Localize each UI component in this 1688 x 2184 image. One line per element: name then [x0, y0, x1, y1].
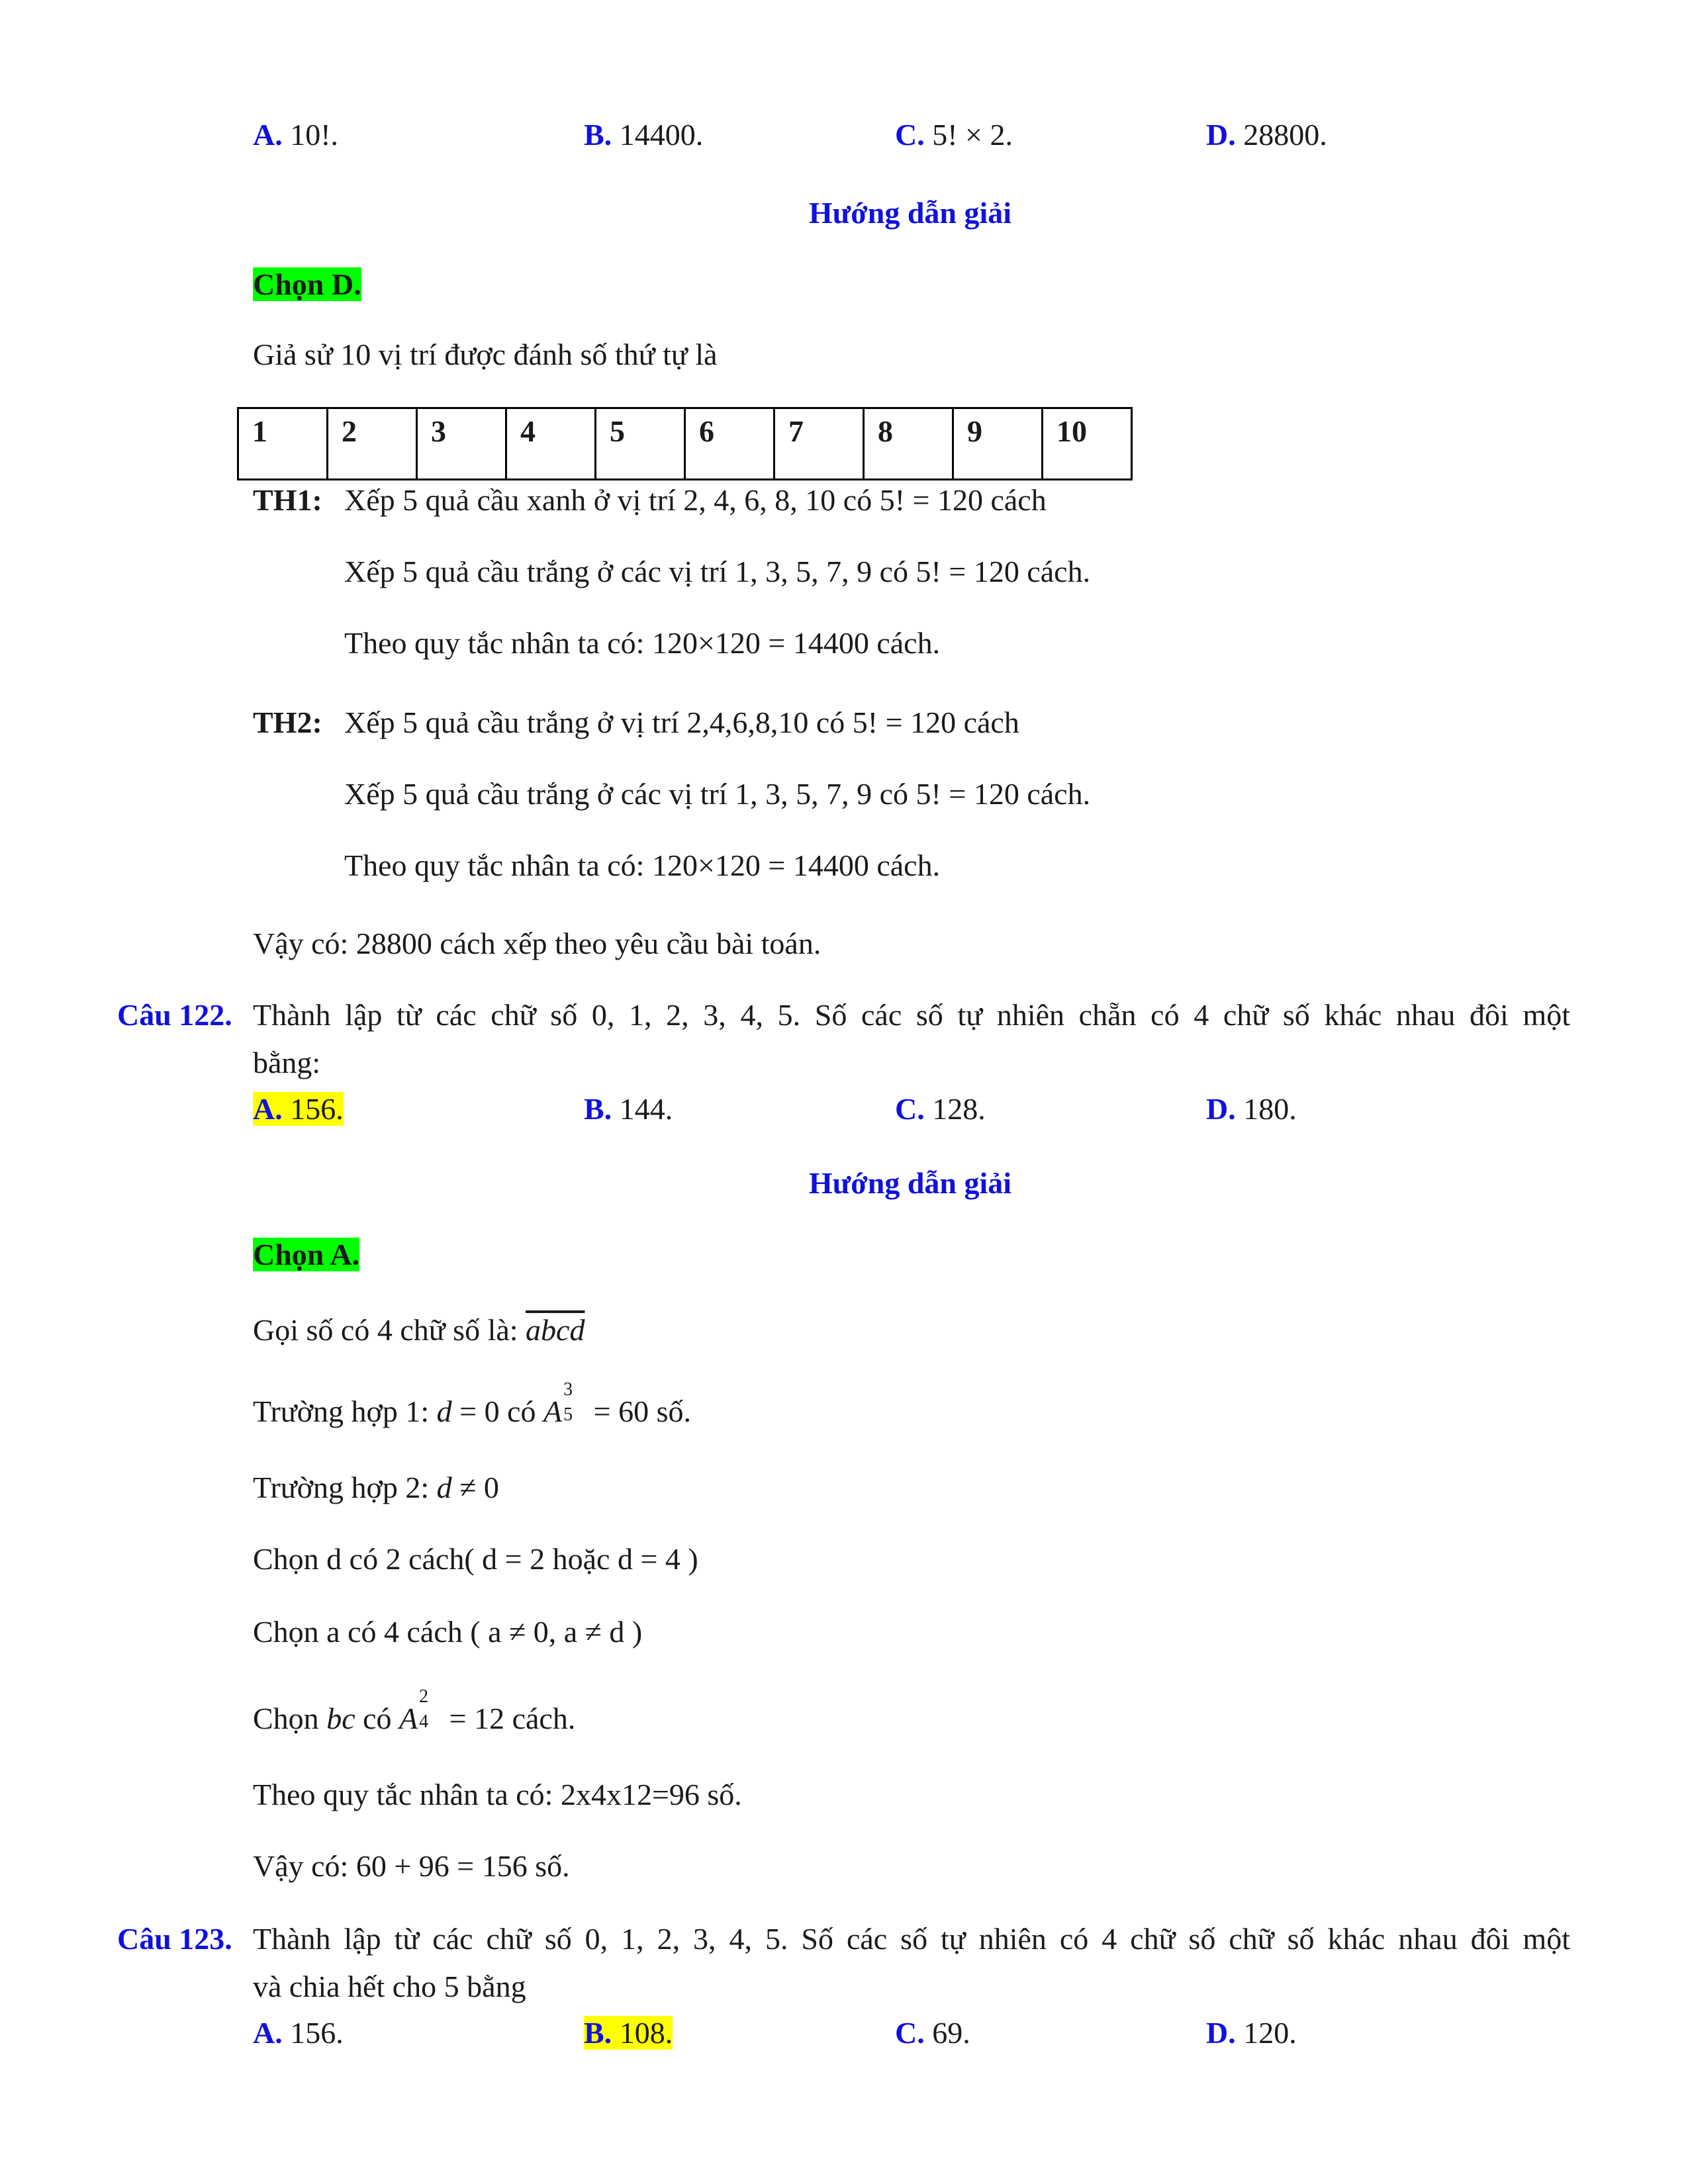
table-cell: 7: [774, 408, 864, 480]
option-letter: C.: [895, 2016, 925, 2050]
answer-highlight: [253, 1092, 344, 1126]
question-text: Thành lập từ các chữ số 0, 1, 2, 3, 4, 5. Số các số tự nhiên chẵn có 4 chữ số khác nhau đôi một: [253, 998, 1570, 1032]
option-letter: B.: [584, 118, 612, 152]
solution-line-5: Chọn a có 4 cách ( a ≠ 0, a ≠ d ): [253, 1615, 643, 1649]
option-letter: A.: [253, 1092, 283, 1126]
solution-heading: Hướng dẫn giải: [808, 1166, 1012, 1200]
table-cell: 8: [864, 408, 953, 480]
table-cell: 1: [238, 408, 328, 480]
question-text-cont: bằng:: [253, 1046, 321, 1079]
option-letter: D.: [1206, 2016, 1236, 2050]
q123-option-c: [895, 2016, 970, 2051]
option-value: 14400.: [619, 118, 704, 152]
case-label-th2: TH2:: [253, 705, 322, 739]
table-cell: 2: [328, 408, 417, 480]
option-letter: C.: [895, 118, 925, 152]
option-value: 120.: [1243, 2016, 1297, 2050]
q123-option-a: [253, 2016, 344, 2051]
number-variable: abcd: [526, 1313, 585, 1347]
option-value: 156.: [290, 1092, 344, 1126]
th1-line3: Theo quy tắc nhân ta có: 120×120 = 14400 cách.: [344, 626, 941, 660]
solution-line-4: Chọn d có 2 cách( d = 2 hoặc d = 4 ): [253, 1542, 698, 1576]
q122-option-d: [1206, 1092, 1297, 1127]
positions-table: [237, 407, 1133, 480]
solution-line-8: Vậy có: 60 + 96 = 156 số.: [253, 1849, 570, 1883]
solution-conclusion: Vậy có: 28800 cách xếp theo yêu cầu bài toán.: [253, 927, 821, 960]
choice-label: Chọn A.: [253, 1238, 360, 1271]
th1-line2: Xếp 5 quả cầu trắng ở các vị trí 1, 3, 5, 7, 9 có 5! = 120 cách.: [344, 555, 1091, 588]
table-cell: 4: [506, 408, 596, 480]
question-number: Câu 123.: [117, 1922, 232, 1956]
arrangement-indices: 3 5: [563, 1379, 573, 1425]
case-label-th1: TH1:: [253, 483, 322, 517]
table-row: [238, 408, 1132, 480]
option-letter: D.: [1206, 118, 1236, 152]
table-cell: 6: [685, 408, 774, 480]
option-letter: A.: [253, 2016, 283, 2050]
q121-option-a: [253, 118, 338, 153]
option-letter: C.: [895, 1092, 925, 1126]
answer-highlight: [584, 2016, 673, 2050]
option-value: 128.: [932, 1092, 986, 1126]
th2-line2: Xếp 5 quả cầu trắng ở các vị trí 1, 3, 5, 7, 9 có 5! = 120 cách.: [344, 777, 1091, 811]
option-letter: A.: [253, 118, 283, 152]
table-cell: 9: [953, 408, 1043, 480]
q121-option-d: [1206, 118, 1327, 153]
option-letter: B.: [584, 2016, 612, 2050]
q122-option-c: [895, 1092, 986, 1127]
option-value: 156.: [290, 2016, 344, 2050]
q123-option-d: [1206, 2016, 1297, 2051]
table-cell: 5: [596, 408, 685, 480]
option-value: 10!.: [290, 118, 339, 152]
choice-label: Chọn D.: [253, 267, 361, 301]
q121-option-b: [584, 118, 703, 153]
solution-line-3: Trường hợp 2: d ≠ 0: [253, 1471, 499, 1504]
option-value: 180.: [1243, 1092, 1297, 1126]
table-cell: 10: [1043, 408, 1132, 480]
solution-line-2: Trường hợp 1: d = 0 có A 3 5 = 60 số.: [253, 1379, 691, 1428]
question-text-cont: và chia hết cho 5 bằng: [253, 1970, 526, 2003]
q122-option-b: [584, 1092, 673, 1127]
question-text: Thành lập từ các chữ số 0, 1, 2, 3, 4, 5. Số các số tự nhiên có 4 chữ số chữ số khác nhau đôi một: [253, 1922, 1570, 1956]
solution-line-1: Gọi số có 4 chữ số là: abcd: [253, 1313, 585, 1347]
option-value: 108.: [619, 2016, 673, 2050]
solution-line-6: Chọn bc có A 2 4 = 12 cách.: [253, 1686, 576, 1735]
arrangement-indices: 2 4: [419, 1686, 429, 1732]
table-cell: 3: [417, 408, 506, 480]
option-value: 144.: [619, 1092, 673, 1126]
q122-option-a: [253, 1092, 344, 1127]
q121-option-c: [895, 118, 1013, 153]
solution-intro: Giả sử 10 vị trí được đánh số thứ tự là: [253, 338, 718, 371]
option-value: 28800.: [1243, 118, 1327, 152]
option-letter: B.: [584, 1092, 612, 1126]
th2-line3: Theo quy tắc nhân ta có: 120×120 = 14400 cách.: [344, 848, 941, 882]
option-value: 5! × 2.: [932, 118, 1013, 152]
solution-heading: Hướng dẫn giải: [808, 196, 1012, 230]
th1-line1: Xếp 5 quả cầu xanh ở vị trí 2, 4, 6, 8, 10 có 5! = 120 cách: [344, 483, 1047, 517]
option-value: 69.: [932, 2016, 970, 2050]
option-letter: D.: [1206, 1092, 1236, 1126]
th2-line1: Xếp 5 quả cầu trắng ở vị trí 2,4,6,8,10 có 5! = 120 cách: [344, 705, 1019, 739]
question-number: Câu 122.: [117, 998, 232, 1032]
solution-line-7: Theo quy tắc nhân ta có: 2x4x12=96 số.: [253, 1778, 742, 1811]
q123-option-b: [584, 2016, 673, 2051]
